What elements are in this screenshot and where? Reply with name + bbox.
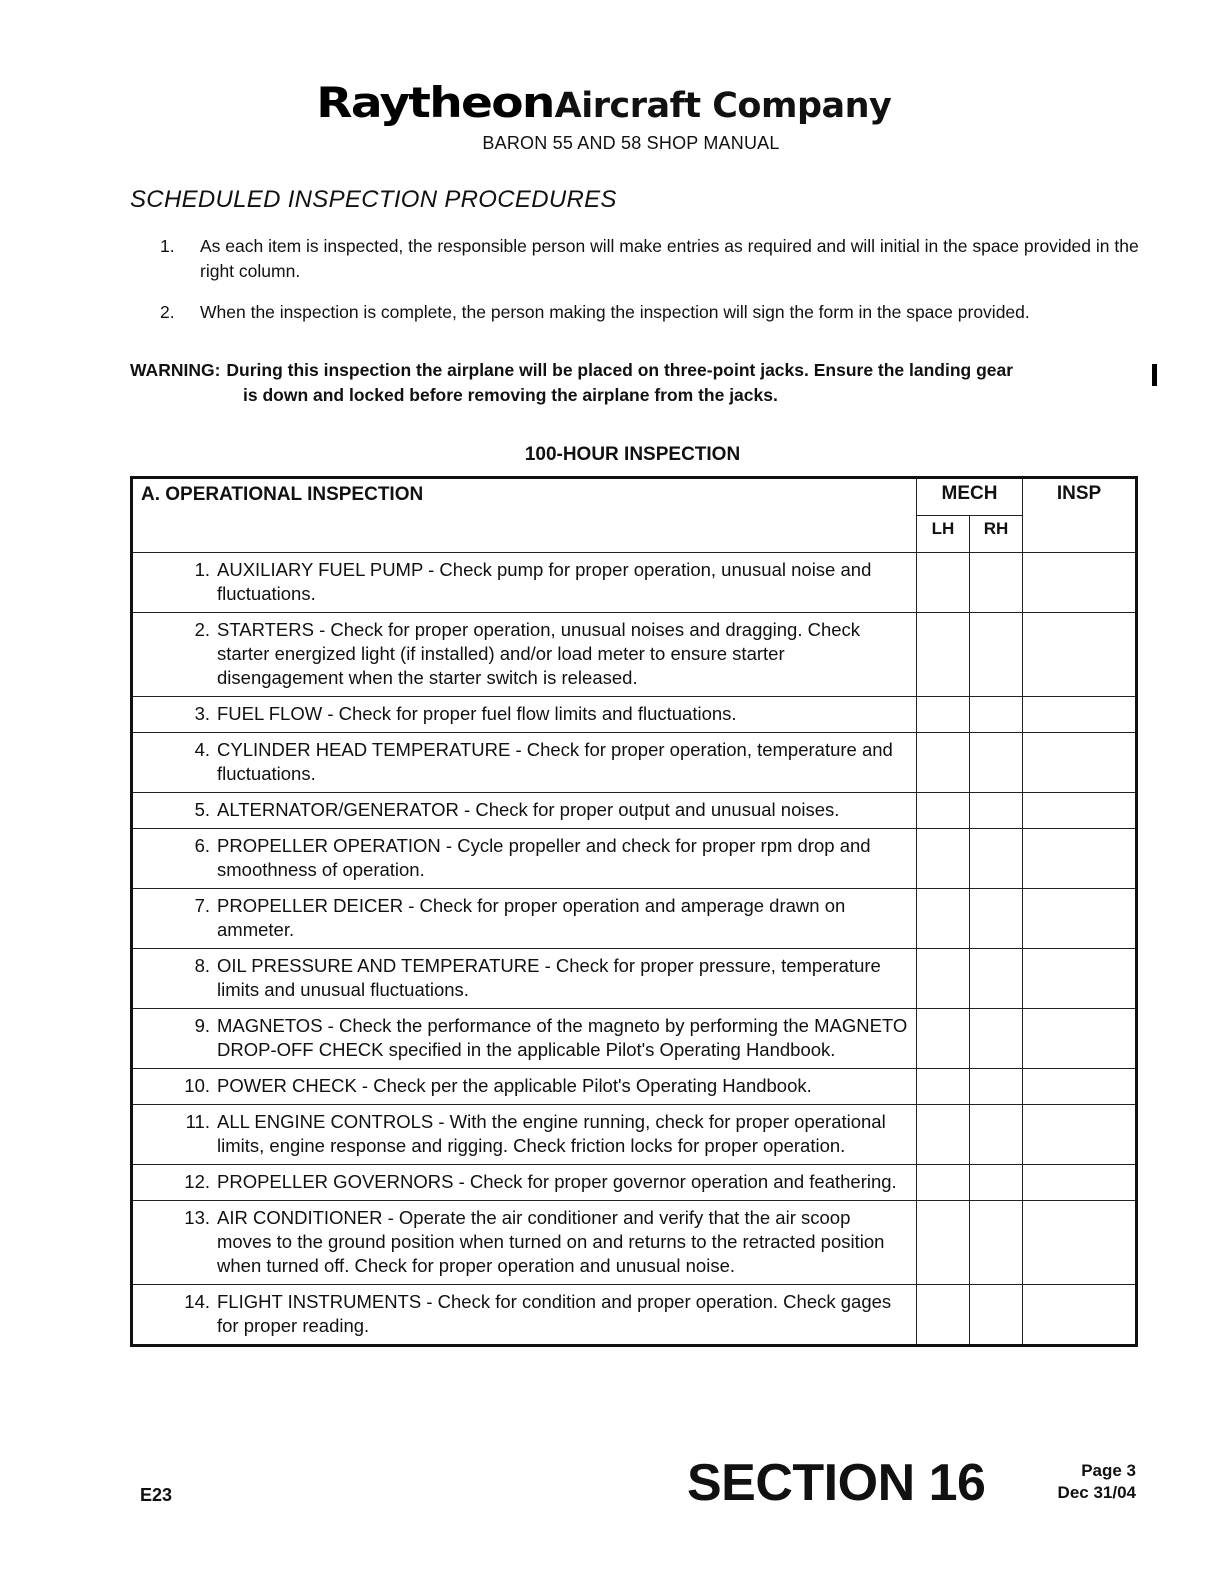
raytheon-logo: Raytheon [315,78,554,127]
item-cell [132,829,917,889]
item-number: 2. [194,619,210,640]
item-cell [132,949,917,1009]
item-number: 9. [194,1015,210,1036]
item-text: OIL PRESSURE AND TEMPERATURE - Check for proper pressure, temperature limits and unusual fluctuations. [217,955,881,1000]
manual-title: BARON 55 AND 58 SHOP MANUAL [482,133,780,153]
section-number: SECTION 16 [687,1454,986,1512]
item-number: 14. [184,1291,210,1312]
rh-check-cell[interactable] [970,793,1023,829]
table-row [132,1285,1137,1346]
lh-check-cell[interactable] [917,613,970,697]
item-number: 10. [184,1075,210,1096]
table-row [132,949,1137,1009]
item-number: 7. [194,895,210,916]
item-number: 5. [194,799,210,820]
item-number: 13. [184,1207,210,1228]
item-text: PROPELLER DEICER - Check for proper operation and amperage drawn on ammeter. [217,895,846,940]
item-text: MAGNETOS - Check the performance of the magneto by performing the MAGNETO DROP-OFF CHECK specified in the applicable Pilot's Operating Handbook. [217,1015,908,1060]
document-header [0,78,1220,154]
warning-label: WARNING: [130,360,221,380]
item-cell [132,1069,917,1105]
lh-check-cell[interactable] [917,1009,970,1069]
table-row [132,793,1137,829]
item-text: PROPELLER GOVERNORS - Check for proper governor operation and feathering. [217,1171,897,1192]
rh-check-cell[interactable] [970,553,1023,613]
insp-check-cell[interactable] [1023,697,1137,733]
rh-check-cell[interactable] [970,1069,1023,1105]
warning-line-1: During this inspection the airplane will be placed on three-point jacks. Ensure the landing gear [226,360,1014,380]
table-title: 100-HOUR INSPECTION [524,444,741,465]
rh-check-cell[interactable] [970,829,1023,889]
table-row [132,553,1137,613]
brand-line [0,78,1220,127]
lh-check-cell[interactable] [917,793,970,829]
item-cell [132,1201,917,1285]
lh-check-cell[interactable] [917,733,970,793]
item-text: ALL ENGINE CONTROLS - With the engine running, check for proper operational limits, engine response and rigging. Check friction locks for proper operation. [217,1111,886,1156]
lh-check-cell[interactable] [917,1201,970,1285]
insp-header: INSP [1023,478,1137,553]
item-text: PROPELLER OPERATION - Cycle propeller and check for proper rpm drop and smoothness of operation. [217,835,871,880]
item-text: FUEL FLOW - Check for proper fuel flow limits and fluctuations. [217,703,737,724]
table-header-row [132,478,1137,516]
item-number: 12. [184,1171,210,1192]
item-cell [132,733,917,793]
table-row [132,1009,1137,1069]
table-row [132,889,1137,949]
insp-check-cell[interactable] [1023,829,1137,889]
item-text: ALTERNATOR/GENERATOR - Check for proper output and unusual noises. [217,799,840,820]
revision-date: Dec 31/04 [1057,1483,1136,1502]
item-text: POWER CHECK - Check per the applicable Pilot's Operating Handbook. [217,1075,812,1096]
rh-check-cell[interactable] [970,613,1023,697]
table-row [132,1201,1137,1285]
item-cell [132,553,917,613]
lh-check-cell[interactable] [917,1165,970,1201]
item-number: 3. [194,703,210,724]
insp-check-cell[interactable] [1023,1009,1137,1069]
inspection-table [130,476,1138,1347]
insp-check-cell[interactable] [1023,793,1137,829]
instruction-list [160,234,1140,341]
instruction-item [160,300,1140,325]
insp-check-cell[interactable] [1023,613,1137,697]
company-name: Aircraft Company [554,86,892,126]
item-cell [132,1105,917,1165]
item-cell [132,1285,917,1346]
instruction-number: 2. [160,302,175,322]
table-row [132,733,1137,793]
table-row [132,829,1137,889]
item-text: STARTERS - Check for proper operation, unusual noises and dragging. Check starter energized light (if installed) and/or load meter to ensure starter disengagement when the starter switch is released. [217,619,861,688]
section-heading: SCHEDULED INSPECTION PROCEDURES [130,186,617,213]
item-number: 8. [194,955,210,976]
insp-check-cell[interactable] [1023,733,1137,793]
insp-check-cell[interactable] [1023,1069,1137,1105]
rh-check-cell[interactable] [970,1201,1023,1285]
item-cell [132,613,917,697]
instruction-text: As each item is inspected, the responsible person will make entries as required and will initial in the space provided in the right column. [200,236,1139,281]
revision-bar [1152,364,1157,386]
lh-check-cell[interactable] [917,1069,970,1105]
insp-check-cell[interactable] [1023,1165,1137,1201]
instruction-number: 1. [160,236,175,256]
lh-header: LH [917,516,970,553]
instruction-text: When the inspection is complete, the person making the inspection will sign the form in the space provided. [200,302,1030,322]
rh-check-cell[interactable] [970,1105,1023,1165]
rh-check-cell[interactable] [970,733,1023,793]
page-info [1040,1460,1136,1504]
mech-header: MECH [917,478,1023,516]
insp-check-cell[interactable] [1023,1285,1137,1346]
item-cell [132,889,917,949]
lh-check-cell[interactable] [917,1285,970,1346]
insp-check-cell[interactable] [1023,553,1137,613]
item-cell [132,697,917,733]
item-text: AIR CONDITIONER - Operate the air conditioner and verify that the air scoop moves to the ground position when turned on and returns to the retracted position when turned off. Check for proper operation and unusual noise. [217,1207,885,1276]
document-code: E23 [140,1485,173,1505]
warning-block [130,358,1140,408]
rh-check-cell[interactable] [970,697,1023,733]
item-text: FLIGHT INSTRUMENTS - Check for condition and proper operation. Check gages for proper reading. [217,1291,892,1336]
item-text: AUXILIARY FUEL PUMP - Check pump for proper operation, unusual noise and fluctuations. [217,559,872,604]
insp-check-cell[interactable] [1023,1105,1137,1165]
table-row [132,1069,1137,1105]
item-text: CYLINDER HEAD TEMPERATURE - Check for proper operation, temperature and fluctuations. [217,739,893,784]
lh-check-cell[interactable] [917,697,970,733]
insp-check-cell[interactable] [1023,1201,1137,1285]
lh-check-cell[interactable] [917,949,970,1009]
insp-check-cell[interactable] [1023,889,1137,949]
item-number: 1. [194,559,210,580]
rh-check-cell[interactable] [970,1165,1023,1201]
lh-check-cell[interactable] [917,829,970,889]
table-row [132,613,1137,697]
section-label-cell: A. OPERATIONAL INSPECTION [132,478,917,553]
rh-check-cell[interactable] [970,949,1023,1009]
rh-check-cell[interactable] [970,889,1023,949]
rh-check-cell[interactable] [970,1285,1023,1346]
item-number: 6. [194,835,210,856]
item-cell [132,793,917,829]
table-row [132,697,1137,733]
lh-check-cell[interactable] [917,1105,970,1165]
lh-check-cell[interactable] [917,889,970,949]
item-cell [132,1009,917,1069]
table-row [132,1105,1137,1165]
insp-check-cell[interactable] [1023,949,1137,1009]
lh-check-cell[interactable] [917,553,970,613]
rh-header: RH [970,516,1023,553]
item-number: 4. [194,739,210,760]
item-cell [132,1165,917,1201]
instruction-item [160,234,1140,284]
warning-line-2: is down and locked before removing the airplane from the jacks. [243,385,778,405]
item-number: 11. [185,1111,210,1132]
page-number: Page 3 [1081,1461,1136,1480]
table-row [132,1165,1137,1201]
rh-check-cell[interactable] [970,1009,1023,1069]
